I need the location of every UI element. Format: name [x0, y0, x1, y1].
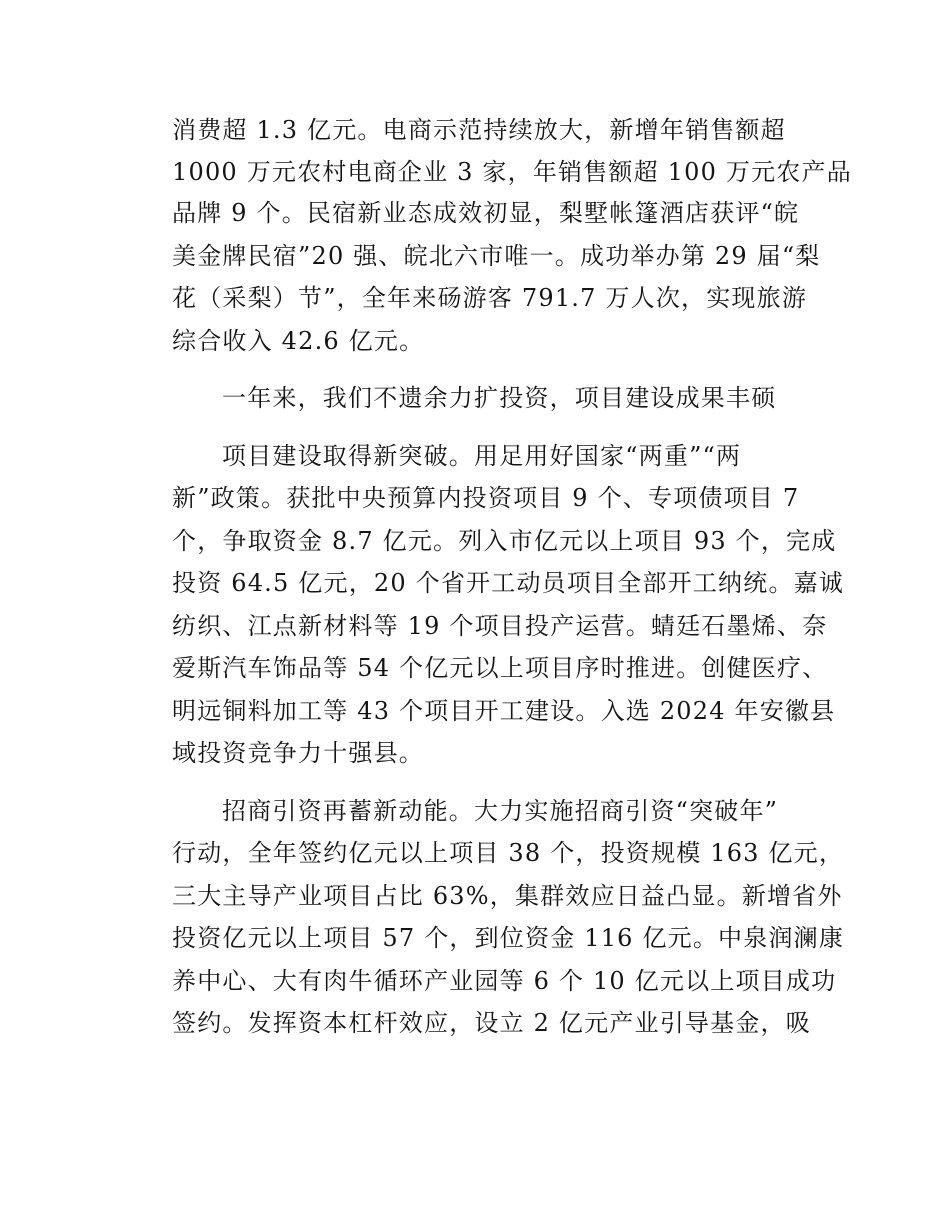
text-line: 爱斯汽车饰品等 54 个亿元以上项目序时推进。创健医疗、 [172, 654, 828, 682]
text-line: 新”政策。获批中央预算内投资项目 9 个、专项债项目 7 [172, 484, 800, 512]
text-line: 明远铜料加工等 43 个项目开工建设。入选 2024 年安徽县 [172, 697, 836, 725]
text-line: 三大主导产业项目占比 63%，集群效应日益凸显。新增省外 [172, 882, 843, 910]
text-line: 1000 万元农村电商企业 3 家，年销售额超 100 万元农产品 [172, 158, 852, 186]
text-line: 招商引资再蓄新动能。大力实施招商引资“突破年” [222, 797, 779, 825]
text-line: 签约。发挥资本杠杆效应，设立 2 亿元产业引导基金，吸 [172, 1009, 811, 1037]
text-line: 行动，全年签约亿元以上项目 38 个，投资规模 163 亿元， [172, 839, 845, 867]
text-line: 投资亿元以上项目 57 个，到位资金 116 亿元。中泉润澜康 [172, 924, 845, 952]
text-line: 个，争取资金 8.7 亿元。列入市亿元以上项目 93 个，完成 [172, 527, 837, 555]
text-line: 项目建设取得新突破。用足用好国家“两重”“两 [222, 442, 742, 470]
text-line: 美金牌民宿”20 强、皖北六市唯一。成功举办第 29 届“梨 [172, 242, 821, 270]
section-heading: 一年来，我们不遗余力扩投资，项目建设成果丰硕 [222, 384, 777, 412]
text-line: 消费超 1.3 亿元。电商示范持续放大，新增年销售额超 [172, 116, 786, 144]
text-line: 花（采梨）节”，全年来砀游客 791.7 万人次，实现旅游 [172, 284, 808, 312]
text-line: 域投资竞争力十强县。 [172, 739, 424, 767]
text-line: 投资 64.5 亿元，20 个省开工动员项目全部开工纳统。嘉诚 [172, 569, 845, 597]
text-line: 养中心、大有肉牛循环产业园等 6 个 10 亿元以上项目成功 [172, 967, 837, 995]
text-line: 综合收入 42.6 亿元。 [172, 327, 425, 355]
text-line: 品牌 9 个。民宿新业态成效初显，梨墅帐篷酒店获评“皖 [172, 199, 800, 227]
text-line: 纺织、江点新材料等 19 个项目投产运营。蜻廷石墨烯、奈 [172, 612, 828, 640]
